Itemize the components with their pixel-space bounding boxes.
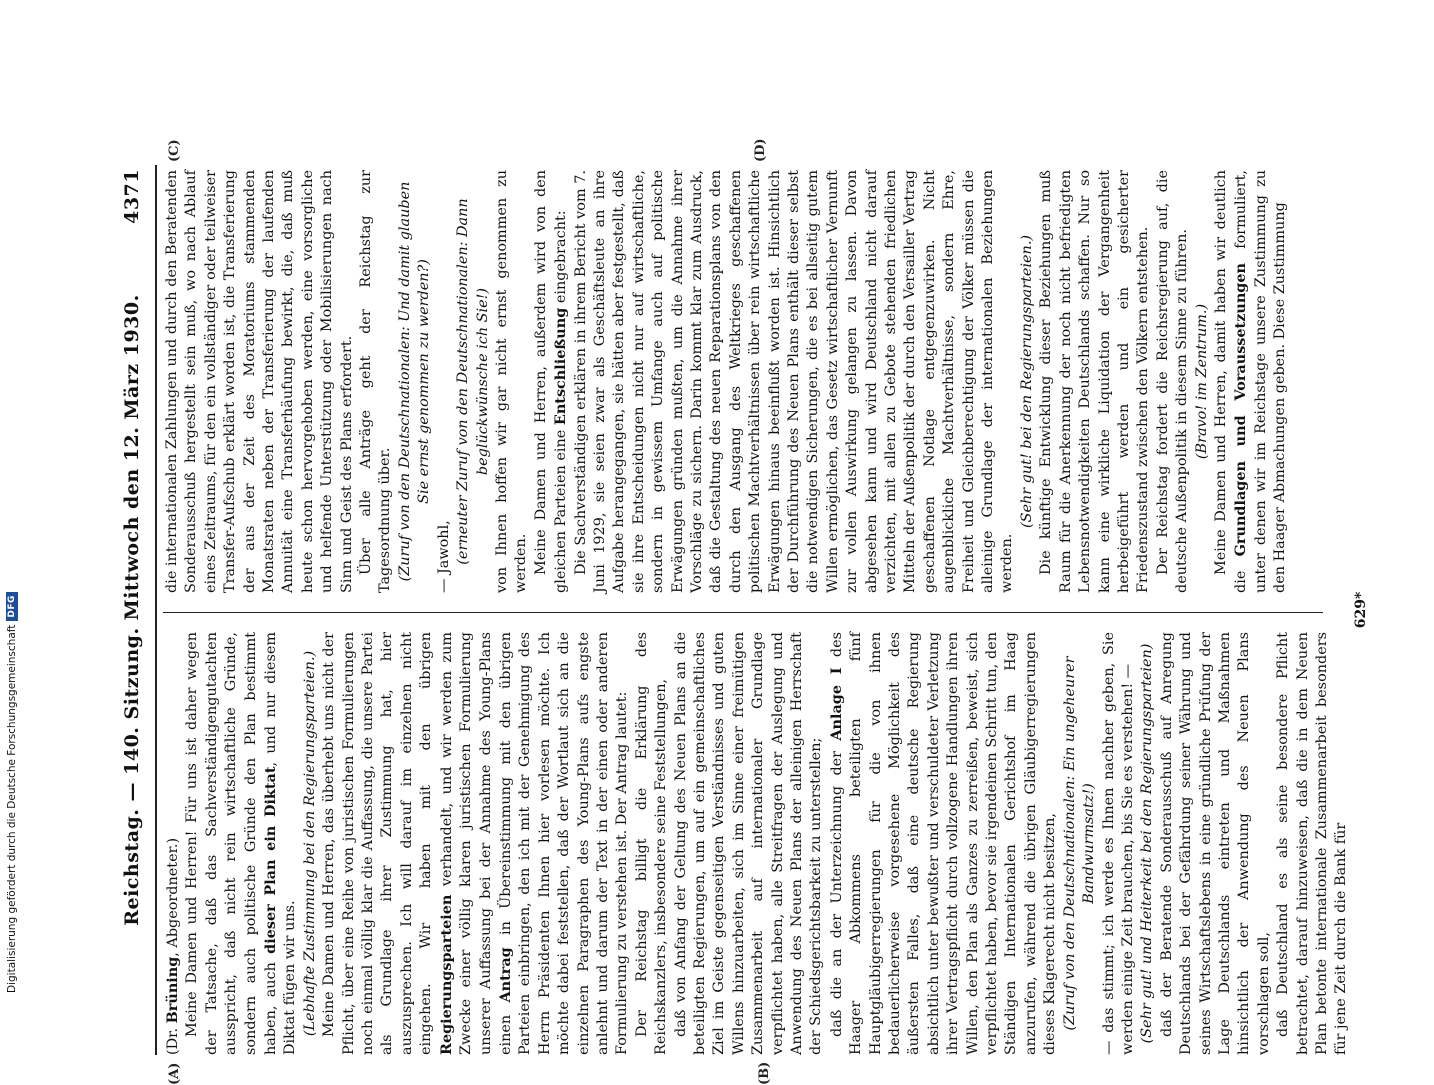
stage-direction: (Lebhafte Zustimmung bei den Regierungsparteien.) <box>301 650 318 1037</box>
text-run: Meine Damen und Herren, das überhebt uns nicht der Pflicht, über eine Reihe von juristischen Formulierungen noch einmal völlig klar die Auffassung, die unsere Partei als Grundlage ihrer Zustimmung hat, hier auszusprechen. Ich will darauf im einzelnen nicht eingehen. Wir haben mit den übrigen <box>321 632 435 1055</box>
paragraph <box>1212 170 1291 593</box>
text-run: , Abgeordneter.) <box>165 837 181 957</box>
stage-direction: (Zuruf von den Deutschnationalen: Ein ungeheurer Bandwurmsatz!) <box>1061 656 1098 1031</box>
text-run: Meine Damen und Herren! Für uns ist daher wegen der Tatsache, daß das Sachverständigengutachten ausspricht, daß nicht rein wirtschaftliche Gründe, sondern auch politische Gründe den Plan bestimmt haben, auch <box>184 632 280 1055</box>
paragraph: Der Reichstag billigt die Erklärung des Reichskanzlers, insbesondere seine Feststellungen, <box>633 632 670 1055</box>
paragraph <box>183 632 300 1055</box>
bold-term: Brüning <box>164 956 181 1024</box>
text-run: Meine Damen und Herren, damit haben wir deutlich die <box>1212 170 1250 593</box>
paragraph <box>320 632 633 1055</box>
column-divider <box>163 612 1323 613</box>
bold-term: dieser Plan ein Diktat <box>262 766 280 954</box>
page-header-title: Reichstag. — 140. Sitzung. Mittwoch den 12. März 1930. <box>121 294 143 926</box>
paragraph: daß Deutschland es als seine besondere Pflicht betrachtet, darauf hinzuweisen, daß die in dem Neuen Plan betonte internationale Zusammenarbeit besonders für jene Zeit durch die Bank für <box>1275 632 1350 1055</box>
text-run: formuliert, unter denen wir im Reichstage unsere Zustimmung zu den Haager Abmachungen geben. Diese Zustimmung <box>1233 169 1289 593</box>
paragraph: Über alle Anträge geht der Reichstag zur Tagesordnung über. <box>358 170 394 593</box>
bold-term: Entschließung <box>552 307 570 426</box>
margin-marker-c: (C) <box>167 139 182 162</box>
digitization-credit <box>6 592 18 993</box>
stage-direction: (erneuter Zuruf von den Deutschnationalen: Dann beglückwünsche ich Sie!) <box>455 198 491 565</box>
bold-term: Anlage I <box>827 667 845 741</box>
page-number: 4371 <box>121 169 143 224</box>
margin-marker-b: (B) <box>757 1061 772 1085</box>
paragraph: Der Reichstag fordert die Reichsregierung auf, die deutsche Außenpolitik in diesem Sinne zu führen. <box>1154 170 1191 593</box>
stage-direction: (Bravo! im Zentrum.) <box>1193 303 1210 460</box>
credit-text: Digitalisierung gefördert durch die Deutsche Forschungsgemeinschaft <box>6 624 18 993</box>
header-rule <box>155 165 157 1055</box>
paragraph: von Ihnen hoffen wir gar nicht ernst genommen zu werden. <box>493 170 530 593</box>
margin-marker-a: (A) <box>167 1062 182 1085</box>
bold-term: Grundlagen und Voraussetzungen <box>1232 263 1250 557</box>
text-run: verhandelt, und wir werden zum Zwecke einer völlig klaren juristischen Formulierung unserer Auffassung bei der Annahme des Young-Plans einen <box>438 632 514 1055</box>
bold-term: Regierungsparteien <box>437 894 455 1055</box>
stage-direction: (Zuruf von den Deutschnationalen: Und damit glauben Sie ernst genommen zu werden?) <box>396 181 433 582</box>
text-run: Meine Damen und Herren, außerdem wird von den gleichen Parteien eine <box>532 170 570 593</box>
document-page <box>117 138 1407 1085</box>
paragraph: — das stimmt; ich werde es Ihnen nachher geben, Sie werden einige Zeit brauchen, bis Sie es verstehen! — <box>1100 632 1136 1055</box>
margin-marker-d: (D) <box>753 138 768 162</box>
paragraph: Die künftige Entwicklung dieser Beziehungen muß Raum für die Anerkennung der noch nicht befriedigten Lebensnotwendigkeiten Deutschlands schaffen. Nur so kann eine wirkliche Liquidation der Vergangenheit herbeigeführt werden und ein gesicherter Friedenszustand zwischen den Völkern entstehen. <box>1038 170 1152 593</box>
stage-direction: (Sehr gut! bei den Regierungsparteien.) <box>1018 234 1035 529</box>
dfg-logo: DFG <box>6 592 18 621</box>
paragraph: — Jawohl, <box>435 520 452 593</box>
paragraph <box>532 170 572 593</box>
text-run: eingebracht: <box>553 210 570 308</box>
page-header <box>117 165 157 1055</box>
stage-direction: (Sehr gut! und Heiterkeit bei den Regierungsparteien) <box>1139 643 1156 1044</box>
paragraph: die internationalen Zahlungen und durch den Beratenden Sonderausschuß hergestellt sein muß, wo nach Ablauf eines Zeitraums, für den ein vollständiger oder teilweiser Transfer-Aufschub erklärt worden ist, die Transferierung der aus der Zeit des Moratoriums stammenden Monatsraten neben der Transferierung der laufenden Annuität eine Transferhäufung bewirkt, die, daß muß heute schon hervorgehoben werden, eine vorsorgliche und helfende Unterstützung oder Mobilisierungen nach Sinn und Geist des Plans erfordert. <box>164 170 355 593</box>
paragraph <box>163 632 183 1055</box>
left-column <box>163 632 1350 1055</box>
text-run: in Übereinstimmung mit den übrigen Parteien einbringen, den ich mit der Genehmigung des Herrn Präsidenten Ihnen hier vorlesen möchte. Ich möchte dabei feststellen, daß der Wortlaut sich an die einzelnen Paragraphen des Young-Plans aufs engste anlehnt und darum der Text in der einen oder anderen Formulierung zu verstehen ist. Der Antrag lautet: <box>497 632 631 1055</box>
paragraph: Die Sachverständigen erklären in ihrem Bericht vom 7. Juni 1929, sie seien zwar als Geschäftsleute an ihre Aufgabe herangegangen, sie hätten aber festgestellt, daß sie ihre Entscheidungen nicht nur auf wirtschaftliche, sondern in gewissem Umfange auch auf politische Erwägungen gründen mußten, um die Annahme ihrer Vorschläge zu sichern. Darin kommt klar zum Ausdruck, daß die Gestaltung des neuen Reparationsplans von den durch den Ausgang des Weltkrieges geschaffenen politischen Machtverhältnissen über rein wirtschaftliche Erwägungen hinaus beeinflußt worden ist. Hinsichtlich der Durchführung des Neuen Plans enthält dieser selbst die notwendigen Sicherungen, die es bei allseitig gutem Willen ermöglichen, das Gesetz wirtschaftlicher Vernunft zur vollen Auswirkung gelangen zu lassen. Davon abgesehen kann und wird Deutschland nicht darauf verzichten, mit allen zu Gebote stehenden friedlichen Mitteln der Außenpolitik der durch den Versailler Vertrag geschaffenen Notlage entgegenzuwirken. Nicht augenblickliche Machtverhältnisse, sondern Ehre, Freiheit und Gleichberechtigung der Völker müssen die alleinige Grundlage der internationalen Beziehungen werden. <box>572 170 1016 593</box>
text-run: daß die an der Unterzeichnung der <box>828 740 845 1037</box>
sheet-number: 629* <box>1353 591 1369 629</box>
paragraph <box>827 632 1061 1055</box>
right-column <box>163 170 1323 593</box>
text-run: , und nur diesem Diktat fügen wir uns. <box>263 632 299 1055</box>
bold-term: Antrag <box>496 947 514 1003</box>
text-run: des Haager Abkommens beteiligten fünf Hauptgläubigerregierungen für die von ihnen bedauerlicherweise vorgesehene Möglichkeit des äußersten Falles, daß eine deutsche Regierung absichtlich unter bewußter und verschuldeter Verletzung ihrer Vertragspflicht durch vollzogene Handlungen ihren Willen, den Plan als Ganzes zu zerreißen, beweist, sich verpflichtet haben, bevor sie irgendeinen Schritt tun, den Ständigen Internationalen Gerichtshof im Haag anzurufen, während die übrigen Gläubigerregierungen dieses Klagerecht nicht besitzen, <box>828 632 1059 1055</box>
text-run: (Dr. <box>165 1023 181 1055</box>
paragraph: daß von Anfang der Geltung des Neuen Plans an die beteiligten Regierungen, um auf ein gemeinschaftliches Ziel im Geiste gegenseitigen Verständnisses und guten Willens hinzuarbeiten, sich im Sinne einer freimütigen Zusammenarbeit auf internationaler Grundlage verpflichtet haben, alle Streitfragen der Auslegung und Anwendung des Neuen Plans der alleinigen Herrschaft der Schiedsgerichtsbarkeit zu unterstellen; <box>672 632 825 1055</box>
paragraph: daß der Beratende Sonderausschuß auf Anregung Deutschlands bei der Gefährdung seiner Währung und seines Wirtschaftslebens in eine gründliche Prüfung der Lage Deutschlands eintreten und Maßnahmen hinsichtlich der Anwendung des Neuen Plans vorschlagen soll, <box>1158 632 1272 1055</box>
